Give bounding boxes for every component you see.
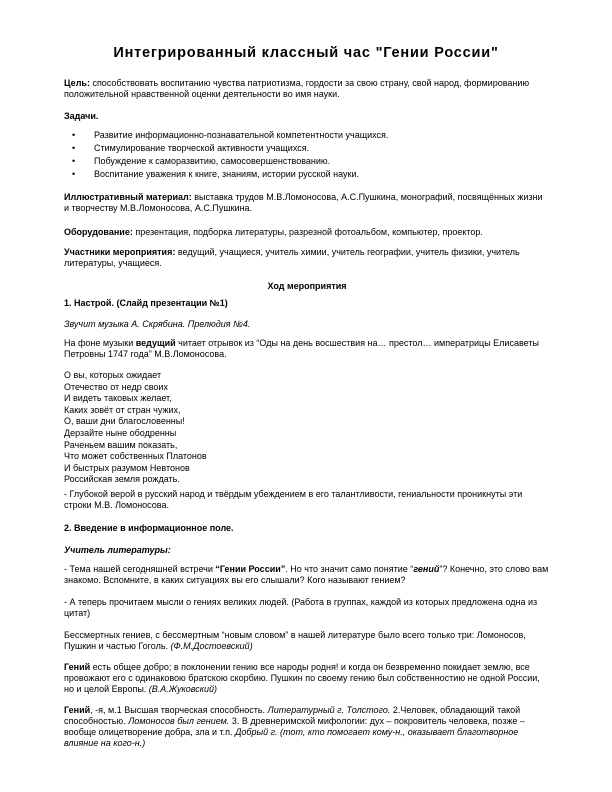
tasks-list	[64, 130, 550, 182]
list-item: • Развитие информационно-познавательной компетентности учащихся.	[72, 130, 389, 140]
section2-heading: 2. Введение в информационное поле.	[64, 523, 234, 533]
list-item: • Воспитание уважения к книге, знаниям, истории русской науки.	[72, 169, 359, 179]
participants-label: Участники мероприятия:	[64, 247, 176, 257]
section1-heading: 1. Настрой. (Слайд презентации №1)	[64, 298, 228, 308]
verse-line: Каких зовёт от стран чужих,	[64, 404, 181, 415]
verse-line: Отечество от недр своих	[64, 381, 168, 392]
verse-line: Что может собственных Платонов	[64, 451, 207, 462]
illustrative-label: Иллюстративный материал:	[64, 192, 192, 202]
tasks-heading: Задачи.	[64, 111, 99, 121]
verse-line: И быстрых разумом Невтонов	[64, 462, 190, 473]
course-heading: Ход мероприятия	[267, 281, 347, 291]
verse-line: О, ваши дни благословенны!	[64, 416, 185, 427]
document-title: Интегрированный классный час "Гении России"	[113, 45, 499, 61]
music-note: Звучит музыка А. Скрябина. Прелюдия №4.	[64, 319, 251, 329]
verse-line: Дерзайте ныне ободренны	[64, 427, 177, 438]
bullet-icon: •	[72, 143, 76, 153]
section1-intro: На фоне музыки ведущий читает отрывок из “Оды на день восшествия на… престол… императрицы Елисаветы Петровны 1747 года” М.В.Ломоносова.	[64, 338, 539, 359]
goals-text: способствовать воспитанию чувства патриотизма, гордости за свою страну, свой народ, формированию положительной нравственной оценки деятельности во имя науки.	[64, 78, 530, 99]
after-verse-paragraph: - Глубокой верой в русский народ и твёрдым убеждением в его талантливости, гениальности проникнуты эти строки М.В. Ломоносова.	[64, 489, 523, 510]
ode-verse	[64, 370, 550, 486]
bullet-icon: •	[72, 169, 76, 179]
verse-line: Раченьем вашим показать,	[64, 439, 178, 450]
verse-line: Российская земля рождать.	[64, 474, 180, 485]
teacher-label: Учитель литературы:	[64, 545, 171, 555]
verse-line: И видеть таковых желает,	[64, 393, 172, 404]
list-item: • Стимулирование творческой активности учащихся.	[72, 143, 310, 153]
list-item: • Побуждение к саморазвитию, самосовершенствованию.	[72, 156, 331, 166]
verse-line: О вы, которых ожидает	[64, 370, 162, 380]
equipment-label: Оборудование:	[64, 227, 133, 237]
quote-dostoevsky: Бессмертных гениев, с бессмертным “новым словом” в нашей литературе было всего только три: Ломоносов, Пушкин и частью Гоголь. (Ф.М.Достоевский)	[64, 630, 526, 651]
presenter-label: ведущий	[135, 338, 176, 348]
section2-paragraph-2: - А теперь прочитаем мысли о гениях великих людей. (Работа в группах, каждой из которых предложена одна из цитат)	[64, 597, 538, 618]
participants-paragraph: Участники мероприятия: ведущий, учащиеся, учитель химии, учитель географии, учитель физики, учитель литературы, учащиеся.	[64, 247, 520, 268]
definition-paragraph: Гений, -я, м.1 Высшая творческая способность. Литературный г. Толстого. 2.Человек, обладающий такой способностью. Ломоносов был гением. 3. В древнеримской мифологии: дух – покровитель человека, позже – вообще олицетворение добра, зла и т.п. Добрый г. (тот, кто помогает кому-н., оказывает благотворное влияние на кого-н.)	[64, 705, 525, 748]
goals-paragraph	[64, 78, 550, 100]
equipment-paragraph: Оборудование: презентация, подборка литературы, разрезной фотоальбом, компьютер, проектор.	[64, 227, 483, 237]
section2-paragraph-1: - Тема нашей сегодняшней встречи “Гении России”. Но что значит само понятие “гений”? Конечно, это слово вам знакомо. Вспомните, в каких ситуациях вы его слышали? Кого называют гением?	[64, 564, 549, 585]
illustrative-paragraph: Иллюстративный материал: выставка трудов М.В.Ломоносова, А.С.Пушкина, монографий, посвящённых жизни и творчеству М.В.Ломоносова, А.С.Пушкина.	[64, 192, 543, 213]
quote-zhukovsky: Гений есть общее добро; в поклонении гению все народы родня! и когда он безвременно покидает землю, все провожают его с одинаковою братскою скорбию. Пушкин по своему гению был собственностию не одной России, но и целой Европы. (В.А.Жуковский)	[64, 662, 540, 694]
goals-label: Цель:	[64, 78, 90, 88]
quote-author: (Ф.М.Достоевский)	[170, 641, 253, 651]
bullet-icon: •	[72, 156, 76, 166]
bullet-icon: •	[72, 130, 76, 140]
quote-author: (В.А.Жуковский)	[148, 684, 217, 694]
event-name: “Гении России”	[215, 564, 286, 574]
